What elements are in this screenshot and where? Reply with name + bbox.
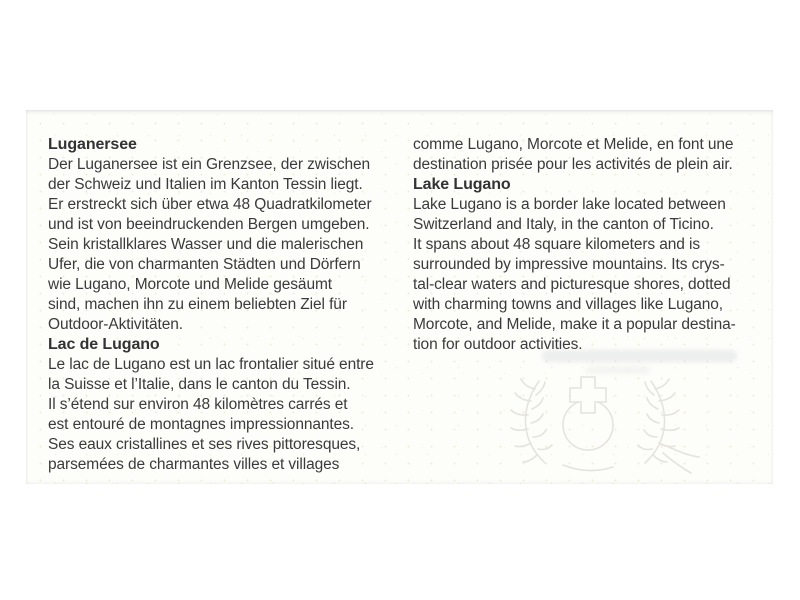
text-line: sind, machen ihn zu einem beliebten Ziel für	[48, 296, 347, 313]
text-line: Sein kristallklares Wasser und die malerischen	[48, 236, 364, 253]
swiss-cross-icon	[570, 377, 606, 413]
text-line: with charming towns and villages like Lugano,	[413, 296, 723, 313]
swiss-cross-laurel-emblem-icon	[505, 365, 705, 479]
section-heading: Lac de Lugano	[48, 336, 160, 353]
scanned-brochure-page	[26, 110, 773, 484]
text-line: Er erstreckt sich über etwa 48 Quadratkilometer	[48, 196, 372, 213]
show-through-smudge	[542, 350, 737, 362]
text-line: Le lac de Lugano est un lac frontalier situé entre	[48, 356, 374, 373]
text-line: Der Luganersee ist ein Grenzsee, der zwischen	[48, 156, 371, 173]
section-heading: Luganersee	[48, 136, 137, 153]
text-line: est entouré de montagnes impressionnantes.	[48, 416, 354, 433]
left-column	[48, 135, 400, 475]
text-line: destination prisée pour les activités de plein air.	[413, 156, 733, 173]
text-line: wie Lugano, Morcote und Melide gesäumt	[48, 276, 332, 293]
text-line: la Suisse et l’Italie, dans le canton du Tessin.	[48, 376, 351, 393]
laurel-branch-right-icon	[638, 379, 679, 463]
text-line: tion for outdoor activities.	[413, 336, 583, 353]
laurel-branch-left-icon	[511, 379, 552, 463]
text-line: Switzerland and Italy, in the canton of Ticino.	[413, 216, 714, 233]
text-line: Lake Lugano is a border lake located between	[413, 196, 726, 213]
text-line: parsemées de charmantes villes et villages	[48, 456, 340, 473]
right-column	[413, 135, 765, 355]
text-line: der Schweiz und Italien im Kanton Tessin liegt.	[48, 176, 363, 193]
text-line: Il s’étend sur environ 48 kilomètres carrés et	[48, 396, 348, 413]
text-line: comme Lugano, Morcote et Melide, en font une	[413, 136, 734, 153]
text-line: Ufer, die von charmanten Städten und Dörfern	[48, 256, 361, 273]
text-line: Morcote, and Melide, make it a popular destina-	[413, 316, 736, 333]
text-line: und ist von beeindruckenden Bergen umgeben.	[48, 216, 370, 233]
text-line: Outdoor-Aktivitäten.	[48, 316, 183, 333]
text-line: It spans about 48 square kilometers and is	[413, 236, 701, 253]
text-line: surrounded by impressive mountains. Its crys-	[413, 256, 725, 273]
section-heading: Lake Lugano	[413, 176, 511, 193]
ribbon-flourish-icon	[563, 447, 699, 473]
text-line: Ses eaux cristallines et ses rives pittoresques,	[48, 436, 361, 453]
text-line: tal-clear waters and picturesque shores, dotted	[413, 276, 731, 293]
